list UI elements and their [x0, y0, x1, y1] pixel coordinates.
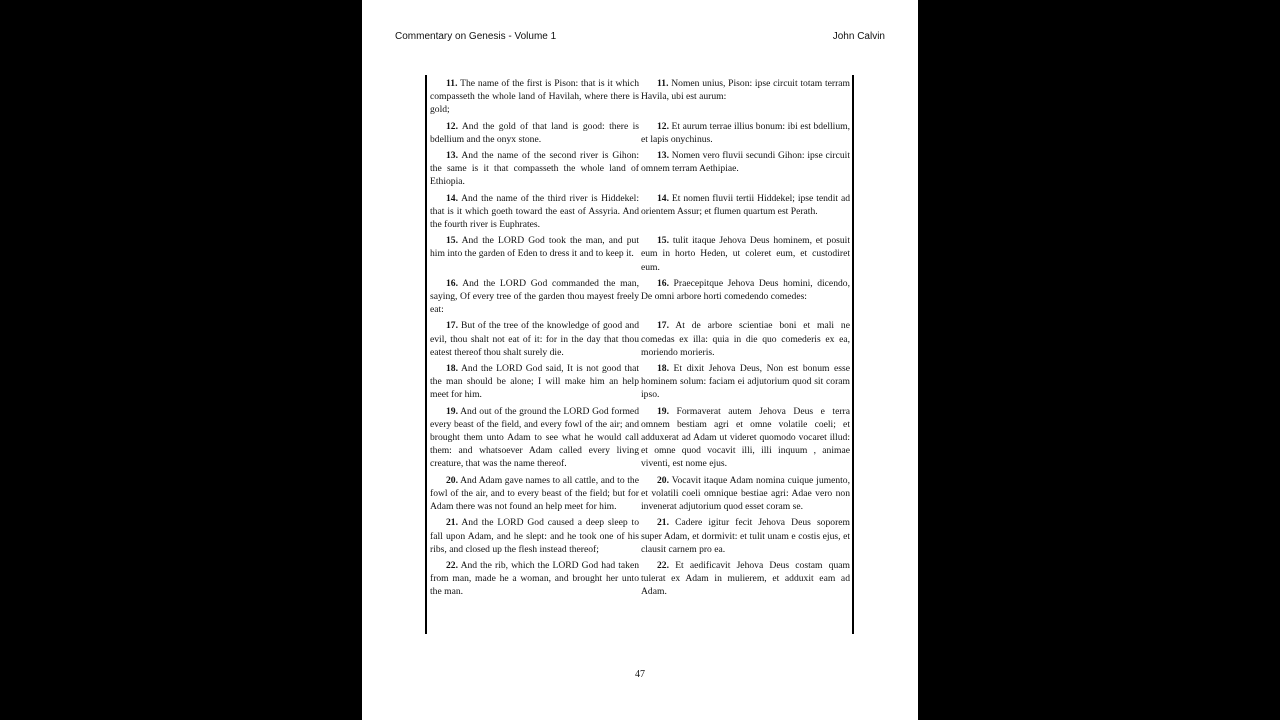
verse-number: 19. [657, 405, 669, 417]
verse-text: Nomen unius, Pison: ipse circuit totam terram Havila, ubi est aurum: [641, 78, 851, 103]
verse-number: 20. [657, 474, 669, 486]
verse-english-cell [430, 277, 639, 317]
verse-number: 14. [657, 192, 669, 204]
verse-text: Cadere igitur fecit Jehova Deus soporem super Adam, et dormivit: et tulit unam e costis ejus, et clausit carnem pro ea. [641, 517, 850, 555]
parallel-text-table [425, 75, 854, 634]
verse-number: 12. [446, 120, 458, 132]
verse-row [430, 77, 850, 117]
verse-number: 18. [657, 363, 669, 375]
verse-english-cell [430, 405, 639, 471]
verse-text: And Adam gave names to all cattle, and to the fowl of the air, and to every beast of the field; but for Adam there was not found an help meet for him. [430, 474, 639, 513]
verse-number: 18. [446, 363, 458, 375]
verse-number: 16. [657, 277, 669, 289]
verse-row [430, 474, 850, 514]
verse-text: Et dixit Jehova Deus, Non est bonum esse hominem solum: faciam ei adjutorium quod sit coram ipso. [641, 363, 850, 401]
verse-latin-cell [641, 120, 850, 146]
verse-english-cell [430, 516, 639, 556]
verse-text: And the gold of that land is good: there is bdellium and the onyx stone. [430, 120, 639, 145]
verse-latin-cell [641, 319, 850, 359]
verse-text: Et nomen fluvii tertii Hiddekel; ipse tendit ad orientem Assur; et flumen quartum est Perath. [641, 192, 851, 217]
verse-text: Vocavit itaque Adam nomina cuique jumento, et volatili coeli omnique bestiae agri: Adae vero non invenerat adjutorium quod esset coram se. [641, 474, 850, 513]
verse-english-cell [430, 362, 639, 402]
verse-number: 12. [657, 120, 669, 132]
verse-number: 21. [657, 517, 669, 529]
verse-number: 22. [657, 559, 669, 571]
running-header [395, 31, 885, 45]
verse-row [430, 120, 850, 146]
verse-english-cell [430, 77, 639, 117]
verse-text: And the LORD God took the man, and put him into the garden of Eden to dress it and to keep it. [430, 235, 640, 260]
verse-number: 11. [657, 78, 669, 89]
verse-latin-cell [641, 77, 850, 117]
verse-text: tulit itaque Jehova Deus hominem, et posuit eum in horto Heden, ut coleret eum, et custodiret eum. [641, 235, 850, 273]
verse-latin-cell [641, 362, 850, 402]
verse-number: 13. [446, 150, 458, 162]
verse-text: And the LORD God commanded the man, saying, Of every tree of the garden thou mayest freely eat: [430, 277, 639, 316]
verse-latin-cell [641, 559, 850, 599]
verse-row [430, 192, 850, 232]
verse-text: And the rib, which the LORD God had taken from man, made he a woman, and brought her unto the man. [430, 559, 639, 598]
verse-number: 21. [446, 517, 458, 529]
verse-number: 20. [446, 474, 458, 486]
verse-number: 14. [446, 192, 458, 204]
verse-row [430, 277, 850, 317]
verse-english-cell [430, 192, 639, 232]
header-title: Commentary on Genesis - Volume 1 [395, 31, 557, 42]
verse-text: But of the tree of the knowledge of good and evil, thou shalt not eat of it: for in the day that thou eatest thereof thou shalt surely die. [430, 320, 640, 358]
verse-number: 16. [446, 277, 458, 289]
verse-latin-cell [641, 405, 850, 471]
verse-text: Praecepitque Jehova Deus homini, dicendo, De omni arbore horti comedendo comedes: [641, 277, 850, 303]
verse-row [430, 405, 850, 471]
page-number: 47 [635, 669, 645, 680]
verse-text: And the LORD God said, It is not good that the man should be alone; I will make him an help meet for him. [430, 363, 639, 401]
verse-text: And the name of the third river is Hiddekel: that is it which goeth toward the east of Assyria. And the fourth river is Euphrates. [430, 192, 639, 231]
verse-english-cell [430, 474, 639, 514]
verse-number: 11. [446, 78, 458, 89]
document-page [362, 0, 918, 720]
verse-row [430, 362, 850, 402]
verse-number: 15. [657, 235, 669, 247]
verse-latin-cell [641, 516, 850, 556]
verse-text: Nomen vero fluvii secundi Gihon: ipse circuit omnem terram Aethipiae. [641, 150, 850, 175]
verse-latin-cell [641, 474, 850, 514]
verse-number: 15. [446, 235, 458, 247]
header-author: John Calvin [832, 31, 885, 42]
verse-text: The name of the first is Pison: that is it which compasseth the whole land of Havilah, where there is gold; [430, 78, 639, 116]
verse-number: 17. [446, 320, 458, 332]
verse-english-cell [430, 319, 639, 359]
verse-text: And out of the ground the LORD God formed every beast of the field, and every fowl of the air; and brought them unto Adam to see what he would call them: and whatsoever Adam called every living creature, that was the name thereof. [430, 405, 639, 470]
verse-english-cell [430, 149, 639, 189]
verse-latin-cell [641, 234, 850, 274]
verse-latin-cell [641, 277, 850, 317]
verse-row [430, 149, 850, 189]
verse-text: Formaverat autem Jehova Deus e terra omnem bestiam agri et omne volatile coeli; et adduxerat ad Adam ut videret quomodo vocaret illud: et omne quod vocavit illi, illi inquum , animae viventi, est nome ejus. [641, 405, 850, 470]
verse-number: 13. [657, 150, 669, 162]
verse-latin-cell [641, 192, 850, 232]
verse-row [430, 516, 850, 556]
verse-english-cell [430, 234, 639, 274]
verse-text: Et aurum terrae illius bonum: ibi est bdellium, et lapis onychinus. [641, 120, 850, 145]
verse-number: 17. [657, 320, 669, 332]
verse-text: And the LORD God caused a deep sleep to fall upon Adam, and he slept: and he took one of his ribs, and closed up the flesh instead thereof; [430, 517, 639, 555]
verse-text: Et aedificavit Jehova Deus costam quam tulerat ex Adam in mulierem, et adduxit eam ad Adam. [641, 559, 850, 598]
verse-english-cell [430, 120, 639, 146]
verse-row [430, 559, 850, 599]
verse-number: 22. [446, 559, 458, 571]
verse-text: And the name of the second river is Gihon: the same is it that compasseth the whole land of Ethiopia. [430, 150, 639, 188]
verse-latin-cell [641, 149, 850, 189]
verse-text: At de arbore scientiae boni et mali ne comedas ex illa: quia in die quo comederis ex ea, moriendo morieris. [641, 320, 850, 358]
verse-english-cell [430, 559, 639, 599]
verse-number: 19. [446, 405, 458, 417]
verse-row [430, 234, 850, 274]
verse-row [430, 319, 850, 359]
